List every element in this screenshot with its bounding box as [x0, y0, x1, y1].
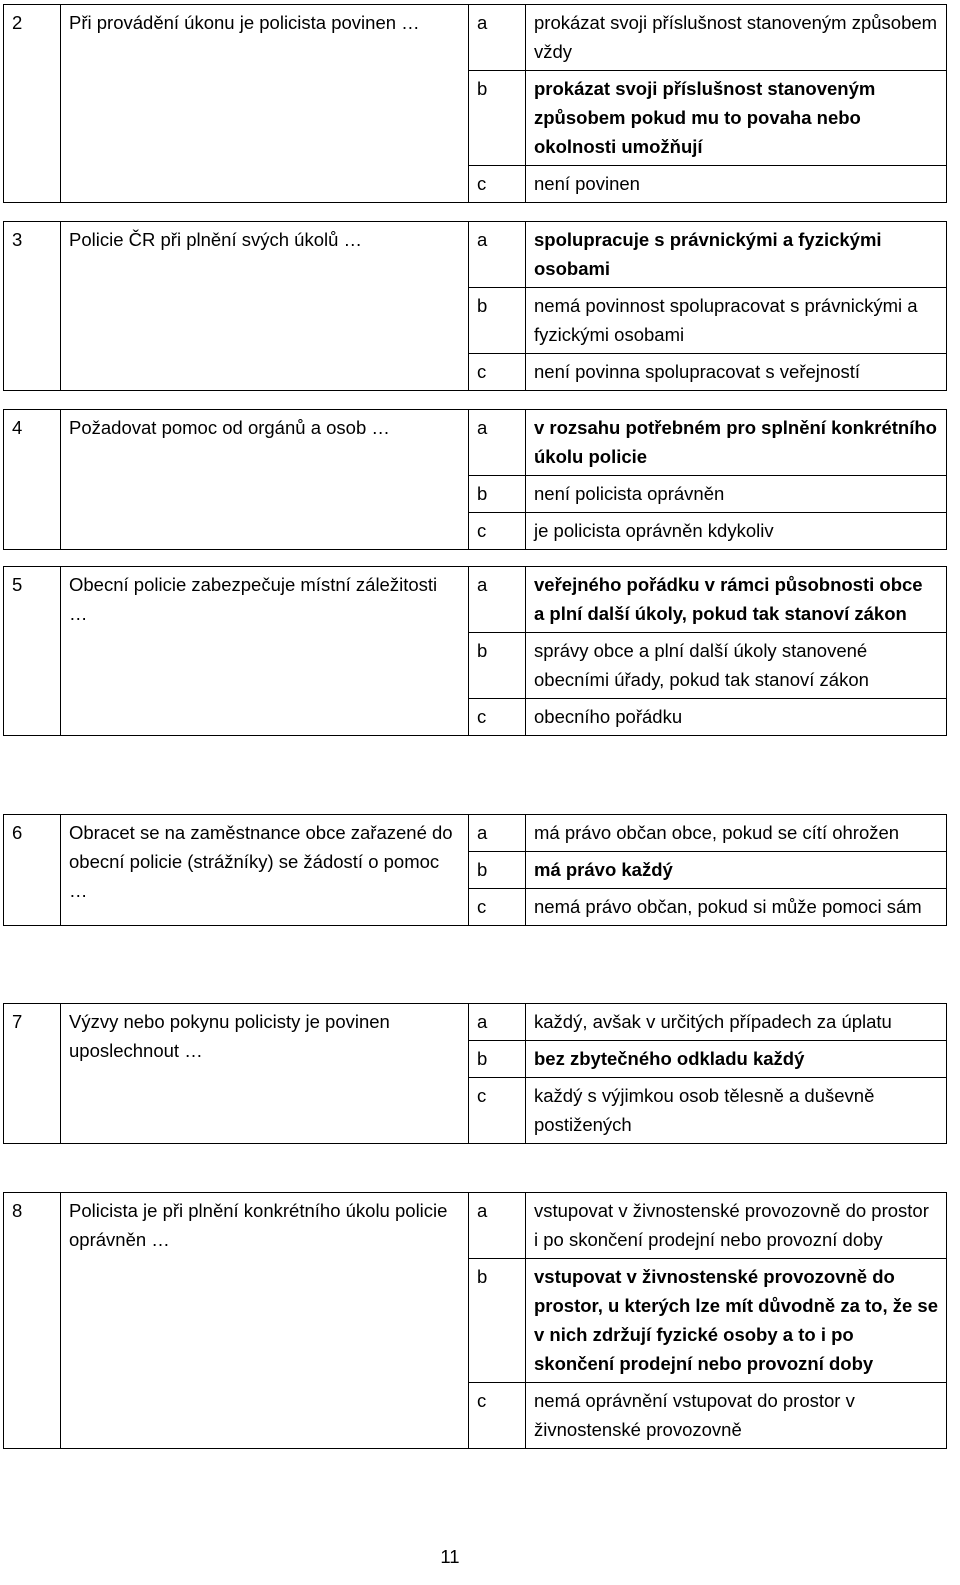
question-number: 2	[4, 5, 61, 203]
answer-letter: a	[469, 567, 526, 633]
answer-letter: c	[469, 699, 526, 736]
page-number: 11	[440, 1546, 460, 1567]
question-block	[3, 1003, 947, 1144]
answer-text: má právo každý	[526, 852, 947, 889]
answer-letter: a	[469, 5, 526, 71]
answer-text: každý, avšak v určitých případech za úplatu	[526, 1004, 947, 1041]
answer-letter: b	[469, 71, 526, 166]
answer-letter: a	[469, 222, 526, 288]
answer-letter: b	[469, 1259, 526, 1383]
question-block	[3, 814, 947, 926]
question-text: Obecní policie zabezpečuje místní záležitosti …	[61, 567, 469, 736]
answer-letter: c	[469, 1383, 526, 1449]
answer-letter: b	[469, 288, 526, 354]
question-block	[3, 4, 947, 203]
question-block	[3, 566, 947, 736]
answer-text: prokázat svoji příslušnost stanoveným způsobem pokud mu to povaha nebo okolnosti umožňují	[526, 71, 947, 166]
question-text: Při provádění úkonu je policista povinen …	[61, 5, 469, 203]
answer-letter: c	[469, 166, 526, 203]
answer-text: je policista oprávněn kdykoliv	[526, 513, 947, 550]
answer-text: každý s výjimkou osob tělesně a duševně postižených	[526, 1078, 947, 1144]
answer-text: není policista oprávněn	[526, 476, 947, 513]
question-text: Policie ČR při plnění svých úkolů …	[61, 222, 469, 391]
answer-text: obecního pořádku	[526, 699, 947, 736]
answer-text: prokázat svoji příslušnost stanoveným způsobem vždy	[526, 5, 947, 71]
question-number: 7	[4, 1004, 61, 1144]
question-text: Policista je při plnění konkrétního úkolu policie oprávněn …	[61, 1193, 469, 1449]
answer-letter: a	[469, 410, 526, 476]
answer-text: není povinna spolupracovat s veřejností	[526, 354, 947, 391]
question-text: Obracet se na zaměstnance obce zařazené do obecní policie (strážníky) se žádostí o pomoc …	[61, 815, 469, 926]
answer-letter: b	[469, 633, 526, 699]
answer-letter: a	[469, 1193, 526, 1259]
answer-text: má právo občan obce, pokud se cítí ohrožen	[526, 815, 947, 852]
question-number: 3	[4, 222, 61, 391]
question-text: Výzvy nebo pokynu policisty je povinen uposlechnout …	[61, 1004, 469, 1144]
answer-text: veřejného pořádku v rámci působnosti obce a plní další úkoly, pokud tak stanoví zákon	[526, 567, 947, 633]
question-number: 8	[4, 1193, 61, 1449]
answer-letter: c	[469, 1078, 526, 1144]
question-text: Požadovat pomoc od orgánů a osob …	[61, 410, 469, 550]
answer-text: nemá povinnost spolupracovat s právnickými a fyzickými osobami	[526, 288, 947, 354]
answer-text: nemá oprávnění vstupovat do prostor v živnostenské provozovně	[526, 1383, 947, 1449]
question-block	[3, 409, 947, 550]
answer-letter: b	[469, 852, 526, 889]
answer-text: v rozsahu potřebném pro splnění konkrétního úkolu policie	[526, 410, 947, 476]
answer-text: nemá právo občan, pokud si může pomoci sám	[526, 889, 947, 926]
question-block	[3, 221, 947, 391]
question-number: 4	[4, 410, 61, 550]
answer-text: vstupovat v živnostenské provozovně do prostor, u kterých lze mít důvodně za to, že se v nich zdržují fyzické osoby a to i po skončení prodejní nebo provozní doby	[526, 1259, 947, 1383]
answer-letter: c	[469, 889, 526, 926]
question-number: 5	[4, 567, 61, 736]
answer-letter: c	[469, 513, 526, 550]
question-block	[3, 1192, 947, 1449]
answer-letter: b	[469, 476, 526, 513]
answer-text: spolupracuje s právnickými a fyzickými osobami	[526, 222, 947, 288]
answer-text: bez zbytečného odkladu každý	[526, 1041, 947, 1078]
answer-text: vstupovat v živnostenské provozovně do prostor i po skončení prodejní nebo provozní doby	[526, 1193, 947, 1259]
answer-letter: c	[469, 354, 526, 391]
answer-text: správy obce a plní další úkoly stanovené obecními úřady, pokud tak stanoví zákon	[526, 633, 947, 699]
question-number: 6	[4, 815, 61, 926]
answer-letter: b	[469, 1041, 526, 1078]
answer-letter: a	[469, 1004, 526, 1041]
answer-letter: a	[469, 815, 526, 852]
answer-text: není povinen	[526, 166, 947, 203]
